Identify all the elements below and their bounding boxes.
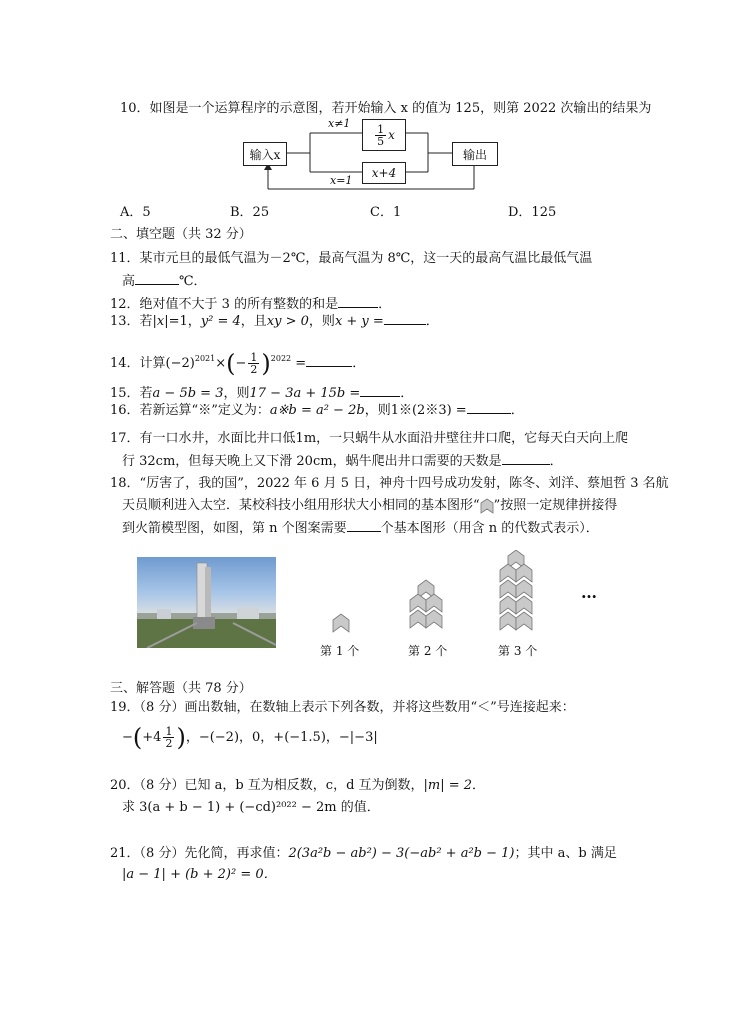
q14-exp2: 2022 <box>270 354 292 363</box>
q11-post: ℃． <box>179 274 207 289</box>
rocket-launch-photo <box>137 557 276 648</box>
q11-line1: 11．某市元旦的最低气温为－2℃，最高气温为 8℃，这一天的最高气温比最低气温 <box>110 251 593 266</box>
frac-den: 5 <box>377 134 385 148</box>
q15-expr: 17 − 3a + 15b = <box>249 386 361 401</box>
q17-line1: 17．有一口水井，水面比井口低1m，一只蜗牛从水面沿井壁往井口爬，它每天白天向上爬 <box>110 431 629 446</box>
q19-rparen: ) <box>176 723 186 752</box>
q18-line2 <box>122 497 617 515</box>
q16 <box>110 401 524 420</box>
caption-3: 第 3 个 <box>498 644 538 658</box>
q14-blank <box>306 354 352 367</box>
q21-post: ；其中 a、b 满足 <box>514 846 617 861</box>
pattern-ellipsis: … <box>581 583 597 602</box>
flow-op-bottom-text: x+4 <box>371 166 397 180</box>
q19-n2: ，−(−2)，0，+(−1.5)，−|−3| <box>185 730 378 745</box>
q18-blank <box>347 519 381 532</box>
q14-lparen: ( <box>226 349 236 378</box>
flow-input-box: 输入x <box>243 142 287 166</box>
q12-blank <box>338 295 378 308</box>
q14 <box>110 346 366 378</box>
q13-blank <box>384 312 426 325</box>
q15-mid: ，则 <box>223 386 250 401</box>
q20-line1 <box>110 777 485 795</box>
q20-pre: 20．（8 分）已知 a，b 互为相反数，c，d 互为倒数， <box>110 778 424 793</box>
q16-mid: ，则 <box>364 403 391 418</box>
q21-expr: 2(3a²b − ab²) − 3(−ab² + a²b − 1) <box>288 846 515 861</box>
q13-pre: 13．若 <box>110 314 153 329</box>
q18-line2-pre: 天员顺利进入太空．某校科技小组用形状大小相同的基本图形“ <box>122 498 480 513</box>
q19-n1-int: +4 <box>142 730 162 745</box>
q17-pre: 行 32cm，但每天晚上又下滑 20cm，蜗牛爬出井口需要的天数是 <box>122 454 502 469</box>
q14-pre: 14．计算 <box>110 356 166 371</box>
flow-cond-bottom: x=1 <box>330 174 353 187</box>
q21-pre: 21．（8 分）先化简，再求值： <box>110 846 289 861</box>
q12-text: 12．绝对值不大于 3 的所有整数的和是 <box>110 297 339 312</box>
q14-fraction <box>248 352 259 375</box>
q18-line3 <box>122 519 599 538</box>
q19-line2 <box>122 724 378 752</box>
q13-mid3: ，则 <box>308 314 335 329</box>
flow-op-top-box <box>362 119 406 151</box>
flow-output-box: 输出 <box>452 142 498 166</box>
section3-title: 三、解答题（共 78 分） <box>110 681 252 696</box>
q10-option-b: B．25 <box>230 205 270 220</box>
q16-blank <box>467 401 511 414</box>
q21-line2: |a − 1| + (b + 2)² = 0． <box>122 867 277 882</box>
caption-1: 第 1 个 <box>320 644 360 658</box>
q19-lparen: ( <box>132 723 143 752</box>
q17-end: ． <box>549 454 563 469</box>
q10-option-d: D．125 <box>508 205 557 220</box>
q14-rparen: ) <box>261 349 271 378</box>
chevron-block-icon <box>480 498 494 514</box>
q13 <box>110 312 439 331</box>
q18-line3-pre: 到火箭模型图，如图，第 n 个图案需要 <box>122 521 347 536</box>
q10-option-a: A．5 <box>120 205 151 220</box>
q11-blank <box>135 272 179 285</box>
flow-op-bottom-box <box>362 162 406 184</box>
q14-end: ． <box>352 356 366 371</box>
q20-end: ． <box>472 778 486 793</box>
q14-base1: (−2) <box>165 356 195 371</box>
frac-num: 1 <box>377 122 385 136</box>
q15-pre: 15．若 <box>110 386 153 401</box>
flow-cond-top: x≠1 <box>328 117 351 130</box>
q19-fraction <box>163 726 174 749</box>
q13-xy: xy > 0 <box>266 314 309 329</box>
rocket-patterns <box>320 550 560 640</box>
q14-neg: − <box>235 356 247 371</box>
q18-line3-post: 个基本图形（用含 n 的代数式表示）． <box>380 521 599 536</box>
pattern-3 <box>500 550 532 630</box>
q16-expr: 1※(2※3) = <box>390 403 467 418</box>
q12-end: ． <box>378 297 392 312</box>
q20-abs: |m| = 2 <box>423 778 473 793</box>
pattern-1 <box>333 614 349 632</box>
flow-op-top-fraction <box>375 124 386 147</box>
q13-sum: x + y = <box>334 314 384 329</box>
q18-line2-post: ”按照一定规律拼接得 <box>493 498 618 513</box>
frac-den: 2 <box>165 737 173 750</box>
rocket-tower-drawing <box>137 557 276 648</box>
q13-abs: |x| <box>152 314 169 329</box>
flow-op-top-var: x <box>388 128 395 142</box>
q19-n1-pre: − <box>122 730 133 745</box>
q14-eq: = <box>295 356 307 371</box>
q19-line1: 19．（8 分）画出数轴，在数轴上表示下列各数，并将这些数用“＜”号连接起来： <box>110 700 575 715</box>
pattern-2 <box>410 580 442 628</box>
q16-pre: 16．若新运算“※”定义为： <box>110 403 270 418</box>
frac-den: 2 <box>250 363 258 376</box>
q16-def: a※b = a² − 2b <box>269 403 365 418</box>
q11-line2 <box>122 272 207 291</box>
q15-blank <box>360 384 400 397</box>
q13-end: ． <box>425 314 439 329</box>
q10-option-c: C．1 <box>370 205 402 220</box>
q13-mid2: ，且 <box>240 314 267 329</box>
q13-y2: y² = 4 <box>200 314 241 329</box>
q10-stem: 10．如图是一个运算程序的示意图，若开始输入 x 的值为 125，则第 2022 次输出的结果为 <box>120 101 652 116</box>
q15-end: ． <box>400 386 414 401</box>
q14-exp1: 2021 <box>194 354 216 363</box>
q15-cond: a − 5b = 3 <box>152 386 224 401</box>
frac-num: 1 <box>250 351 258 364</box>
q17-line2 <box>122 452 563 471</box>
section2-title: 二、填空题（共 32 分） <box>110 227 252 242</box>
q21-line1 <box>110 845 617 863</box>
q11-pre: 高 <box>122 274 136 289</box>
q20-line2: 求 3(a + b − 1) + (−cd)²⁰²² − 2m 的值． <box>122 800 380 815</box>
caption-2: 第 2 个 <box>408 644 448 658</box>
frac-num: 1 <box>165 725 173 738</box>
q16-end: ． <box>510 403 524 418</box>
q13-mid1: =1， <box>168 314 201 329</box>
q14-times: × <box>215 356 227 371</box>
q18-line1: 18．“厉害了，我的国”，2022 年 6 月 5 日，神舟十四号成功发射，陈冬、刘洋、蔡旭哲 3 名航 <box>110 476 669 491</box>
q17-blank <box>502 452 550 465</box>
